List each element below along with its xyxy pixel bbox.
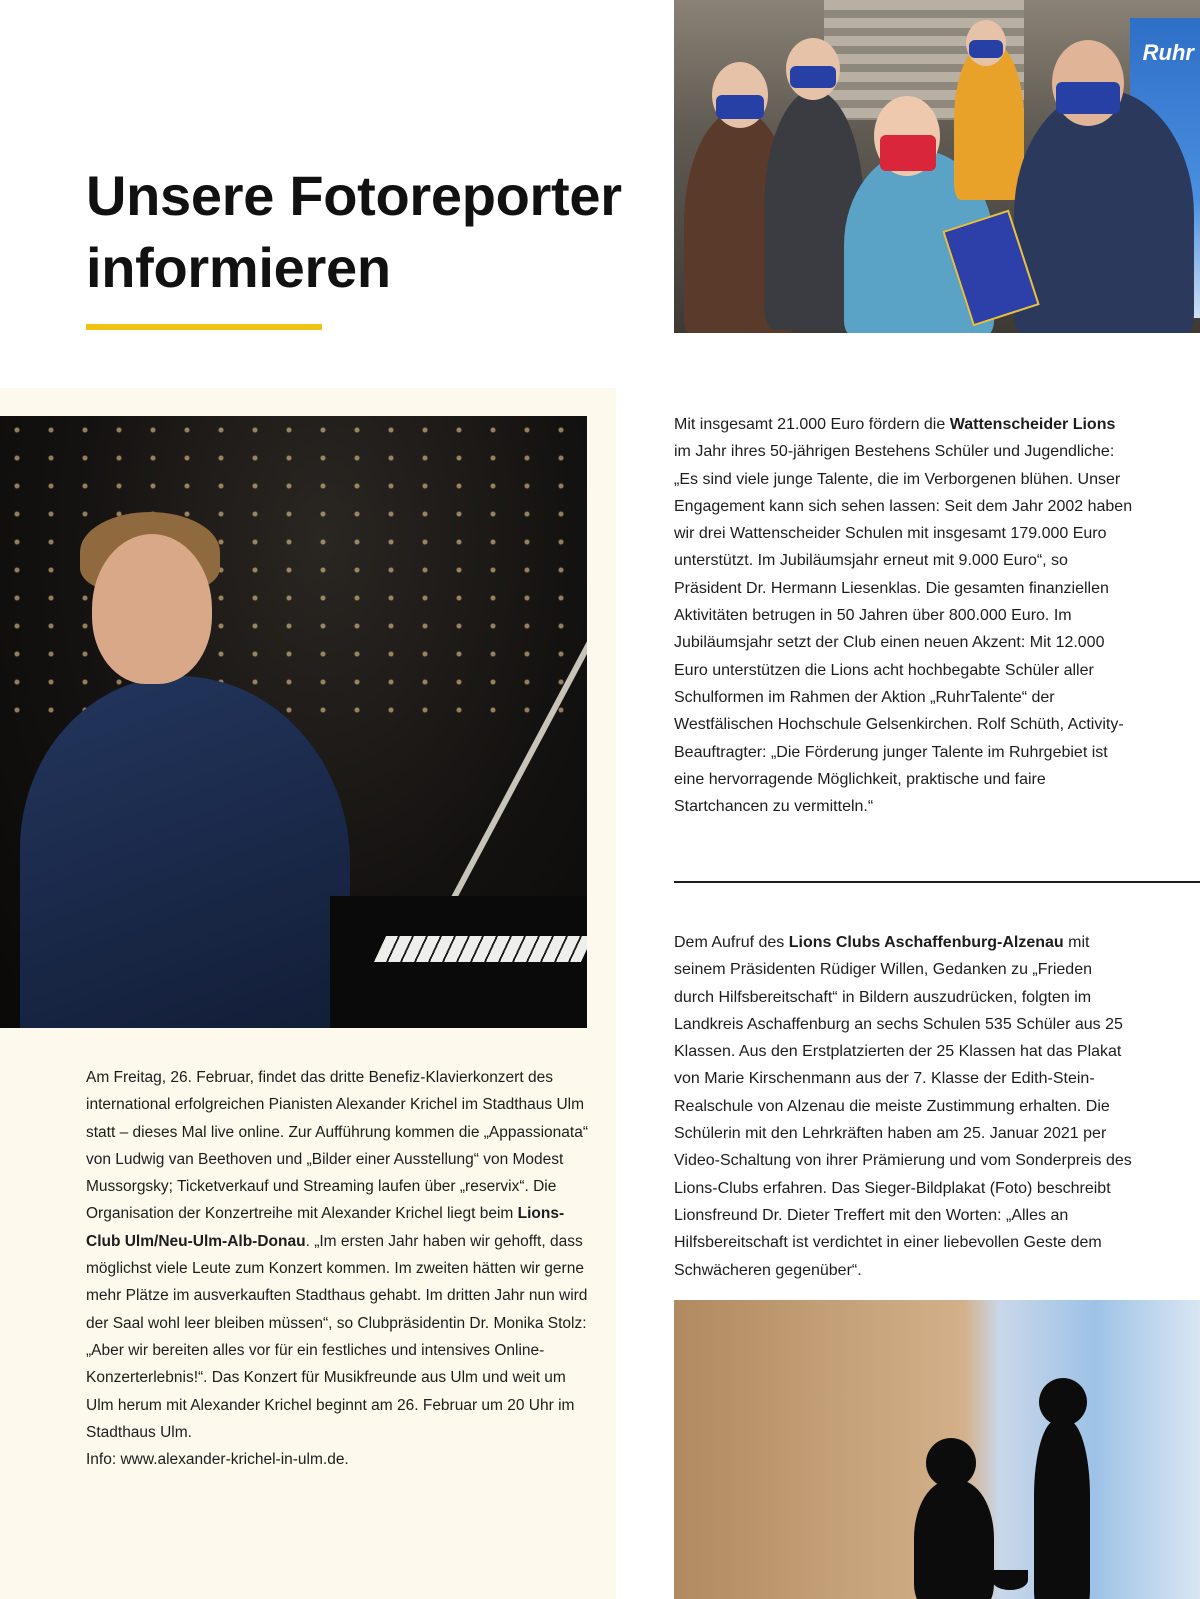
article-info-link: Info: www.alexander-krichel-in-ulm.de. bbox=[86, 1451, 349, 1469]
article-lead: Dem Aufruf des bbox=[674, 934, 789, 951]
face-mask bbox=[969, 40, 1003, 58]
article-body: mit seinem Präsidenten Rüdiger Willen, Gedanken zu „Frieden durch Hilfsbereitschaft“ in Bildern auszudrücken, folgten im Landkreis Aschaffenburg an sechs Schulen 535 Schüler aus 25 Klassen. Aus den Erstplatzierten der 25 Klassen hat das Plakat von Marie Kirschenmann aus der 7. Klasse der Edith-Stein-Realschule von Alzenau die meiste Zustimmung erhalten. Die Schülerin mit den Lehrkräften haben am 25. Januar 2021 per Video-Schaltung von ihrer Prämierung und vom Sonderpreis des Lions-Clubs erfahren. Das Sieger-Bildplakat (Foto) beschreibt Lionsfreund Dr. Dieter Treffert mit den Worten: „Alles an Hilfsbereitschaft ist verdichtet in einer liebevollen Geste dem Schwächeren gegenüber“. bbox=[674, 934, 1132, 1279]
kneeling-figure bbox=[914, 1480, 994, 1599]
club-name: Wattenscheider Lions bbox=[949, 416, 1116, 433]
face-mask bbox=[716, 95, 764, 119]
pianist-photo bbox=[0, 416, 587, 1028]
bowl bbox=[992, 1570, 1028, 1590]
article-ulm bbox=[86, 1064, 596, 1473]
pianist-head bbox=[92, 534, 212, 684]
piano-body bbox=[330, 896, 587, 1028]
face-mask bbox=[790, 66, 836, 88]
article-lead: Mit insgesamt 21.000 Euro fördern die bbox=[674, 416, 950, 433]
piano-keys bbox=[374, 936, 587, 962]
face-mask bbox=[880, 135, 936, 171]
person-figure bbox=[1014, 90, 1194, 333]
article-wattenscheid bbox=[674, 411, 1134, 820]
standing-figure bbox=[1034, 1420, 1090, 1599]
headline-line-2: informieren bbox=[86, 236, 391, 299]
pianist-figure bbox=[20, 676, 350, 1028]
banner-text: Ruhr bbox=[1142, 40, 1194, 65]
club-name: Lions Clubs Aschaffenburg-Alzenau bbox=[788, 934, 1064, 951]
drawing-photo bbox=[674, 1300, 1200, 1599]
club-name: Lions-Club Ulm/Neu-Ulm-Alb-Donau bbox=[86, 1205, 565, 1250]
kneeling-figure-head bbox=[926, 1438, 976, 1488]
article-aschaffenburg bbox=[674, 929, 1134, 1284]
article-body: . „Im ersten Jahr haben wir gehofft, dass möglichst viele Leute zum Konzert kommen. Im zweiten hätten wir gerne mehr Plätze im ausverkauften Stadthaus gehabt. Im dritten Jahr nun wird der Saal wohl leer bleiben müssen“, so Clubpräsidentin Dr. Monika Stolz: „Aber wir bereiten alles vor für ein festliches und intensives Online-Konzerterlebnis!“. Das Konzert für Musikfreunde aus Ulm und weit um Ulm herum mit Alexander Krichel beginnt am 26. Februar um 20 Uhr im Stadthaus Ulm. bbox=[86, 1232, 588, 1441]
group-photo bbox=[674, 0, 1200, 333]
article-lead: Am Freitag, 26. Februar, findet das dritte Benefiz-Klavierkonzert des international erfolgreichen Pianisten Alexander Krichel im Stadthaus Ulm statt – dieses Mal live online. Zur Aufführung kommen die „Appassionata“ von Ludwig van Beethoven und „Bilder einer Ausstellung“ von Modest Mussorgsky; Ticketverkauf und Streaming laufen über „reservix“. Die Organisation der Konzertreihe mit Alexander Krichel liegt beim bbox=[86, 1069, 589, 1223]
page-headline bbox=[86, 160, 666, 304]
standing-figure-head bbox=[1039, 1378, 1087, 1426]
face-mask bbox=[1056, 82, 1120, 114]
article-divider bbox=[674, 881, 1200, 883]
article-body: im Jahr ihres 50-jährigen Bestehens Schüler und Jugendliche: „Es sind viele junge Talente, die im Verborgenen blühen. Unser Engagement kann sich sehen lassen: Seit dem Jahr 2002 haben wir drei Wattenscheider Schulen mit insgesamt 179.000 Euro unterstützt. Im Jubiläumsjahr erneut mit 9.000 Euro“, so Präsident Dr. Hermann Liesenklas. Die gesamten finanziellen Aktivitäten betrugen in 50 Jahren über 800.000 Euro. Im Jubiläumsjahr setzt der Club einen neuen Akzent: Mit 12.000 Euro unterstützen die Lions acht hochbegabte Schüler aller Schulformen im Rahmen der Aktion „RuhrTalente“ der Westfälischen Hochschule Gelsenkirchen. Rolf Schüth, Activity-Beauftragter: „Die Förderung junger Talente im Ruhrgebiet ist eine hervorragende Möglichkeit, praktische und faire Startchancen zu vermitteln.“ bbox=[674, 443, 1133, 816]
headline-accent-rule bbox=[86, 324, 322, 330]
headline-line-1: Unsere Fotoreporter bbox=[86, 164, 622, 227]
